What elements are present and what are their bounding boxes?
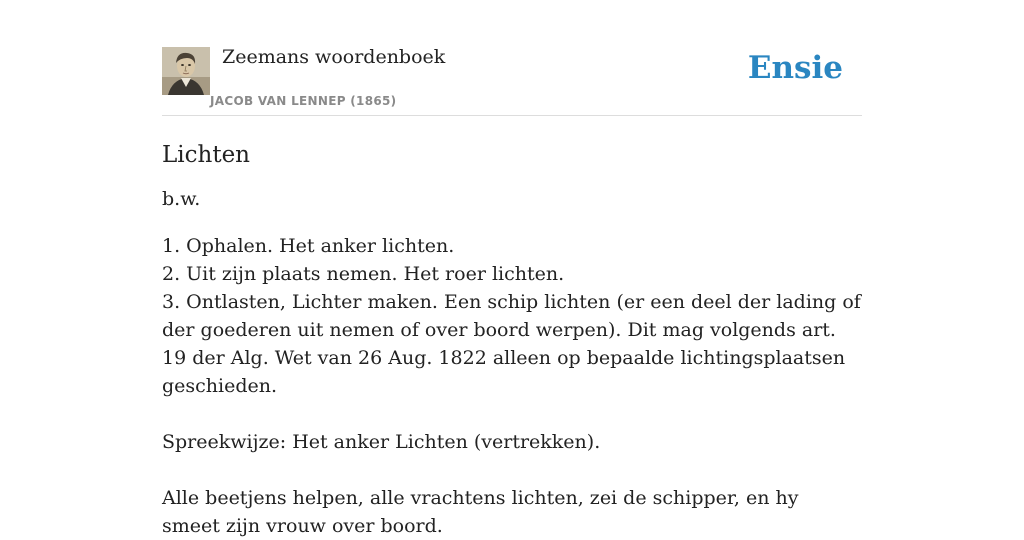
definitions [162, 232, 862, 540]
expression: Spreekwijze: Het anker Lichten (vertrekken). [162, 431, 601, 453]
definition-3: 3. Ontlasten, Lichter maken. Een schip lichten (er een deel der lading of der goederen uit nemen of over boord werpen). Dit mag volgends art. 19 der Alg. Wet van 26 Aug. 1822 alleen op bepaalde lichtingsplaatsen geschieden. [162, 291, 861, 397]
part-of-speech: b.w. [162, 188, 201, 210]
saying: Alle beetjens helpen, alle vrachtens lichten, zei de schipper, en hy smeet zijn vrouw over boord. [162, 487, 799, 537]
page-header [162, 40, 862, 116]
entry-content [162, 139, 862, 540]
author-name[interactable]: JACOB VAN LENNEP (1865) [210, 94, 397, 108]
dictionary-title[interactable]: Zeemans woordenboek [222, 46, 446, 68]
entry-title: Lichten [162, 142, 250, 168]
ensie-logo[interactable]: Ensie [747, 50, 843, 86]
author-portrait-avatar [162, 47, 210, 95]
spacer [162, 400, 862, 428]
definition-1: 1. Ophalen. Het anker lichten. [162, 235, 455, 257]
spacer [162, 456, 862, 484]
definition-2: 2. Uit zijn plaats nemen. Het roer lichten. [162, 263, 565, 285]
